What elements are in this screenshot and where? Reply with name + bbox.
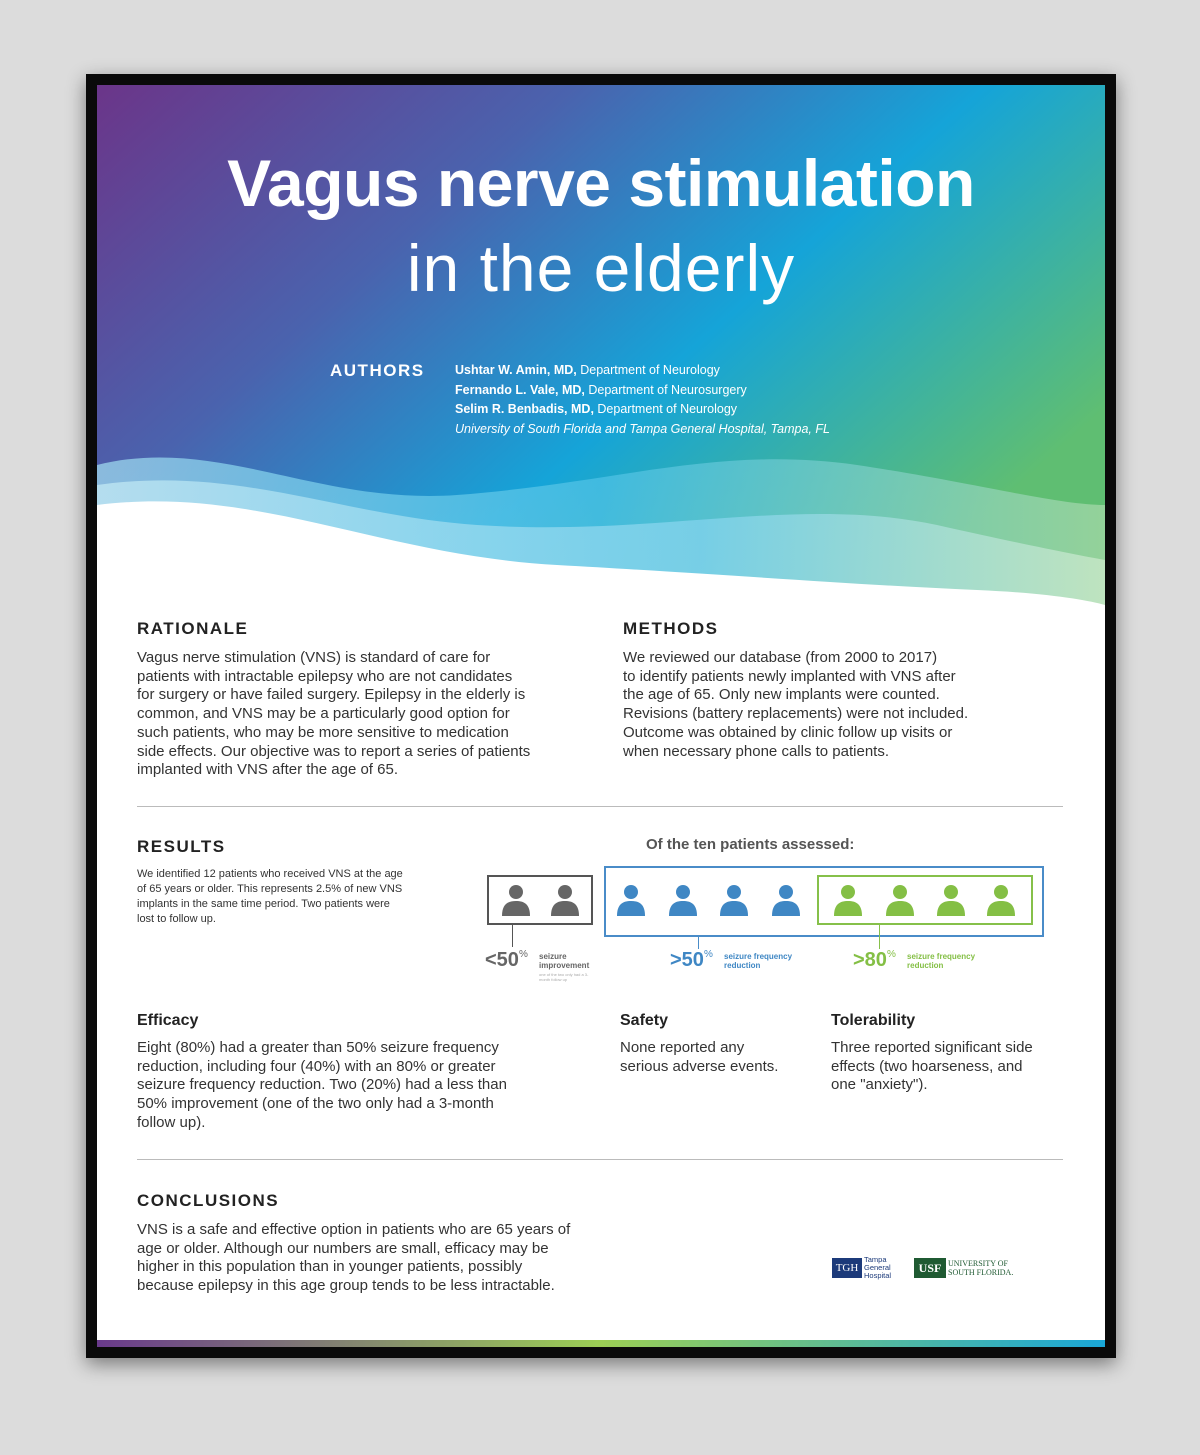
author-row: Selim R. Benbadis, MD, Department of Neurology (455, 402, 738, 416)
title-subtitle: in the elderly (406, 231, 796, 305)
authors-label: AUTHORS (330, 361, 425, 380)
person-icon (613, 882, 649, 918)
conclusions-heading: CONCLUSIONS (137, 1191, 280, 1210)
results-heading: RESULTS (137, 837, 226, 856)
stat-over-80: >80% (853, 949, 896, 971)
person-icon (983, 882, 1019, 918)
affiliation: University of South Florida and Tampa General Hospital, Tampa, FL (455, 421, 830, 436)
stat-label: seizure frequency reduction (907, 952, 976, 970)
methods-text: We reviewed our database (from 2000 to 2017) to identify patients newly implanted with VNS after the age of 65. Only new implants were counted. Revisions (battery replacements) were not included. Outcome was obtained by clinic follow up visits or when necessary phone calls to patients. (623, 649, 969, 760)
poster (97, 85, 1105, 1347)
usf-logo-text: UNIVERSITY OF SOUTH FLORIDA. (948, 1259, 1014, 1277)
tgh-logo-text: Tampa General Hospital (864, 1255, 892, 1280)
hero-banner (97, 85, 1105, 625)
person-icon (882, 882, 918, 918)
person-icon (665, 882, 701, 918)
connector-line (698, 937, 699, 949)
connector-line (512, 925, 513, 947)
connector-line (879, 925, 880, 949)
author-row: Ushtar W. Amin, MD, Department of Neurology (455, 363, 720, 377)
tgh-logo-mark: TGH (832, 1258, 862, 1278)
safety-text: None reported any serious adverse events. (620, 1039, 779, 1075)
person-icon (547, 882, 583, 918)
infographic-title: Of the ten patients assessed: (646, 836, 855, 853)
person-icon (768, 882, 804, 918)
person-icon (498, 882, 534, 918)
bottom-gradient-bar (97, 1340, 1105, 1347)
fine-print: one of the two only had a 3-month follow up (539, 972, 589, 982)
rationale-heading: RATIONALE (137, 619, 249, 638)
stat-under-50: <50% (485, 949, 528, 971)
tolerability-heading: Tolerability (831, 1012, 916, 1029)
stat-over-50: >50% (670, 949, 713, 971)
efficacy-heading: Efficacy (137, 1012, 199, 1029)
efficacy-text: Eight (80%) had a greater than 50% seizure frequency reduction, including four (40%) with an 80% or greater seizure frequency reduction. Two (20%) had a less than 50% improvement (one of the two only had a 3-month follow up). (137, 1039, 507, 1131)
stat-label: seizure improvement (539, 952, 590, 970)
safety-heading: Safety (620, 1012, 669, 1029)
rationale-text: Vagus nerve stimulation (VNS) is standard of care for patients with intractable epilepsy who are not candidates for surgery or have failed surgery. Epilepsy in the elderly is common, and VNS may be a particularly good option for such patients, who may be more sensitive to medication side effects. Our objective was to report a series of patients implanted with VNS after the age of 65. (137, 649, 531, 779)
person-icon (716, 882, 752, 918)
tolerability-text: Three reported significant side effects (two hoarseness, and one "anxiety"). (831, 1039, 1033, 1094)
usf-logo-mark: USF (914, 1258, 946, 1278)
divider (137, 806, 1063, 807)
person-icon (933, 882, 969, 918)
results-text: We identified 12 patients who received VNS at the age of 65 years or older. This represents 2.5% of new VNS implants in the same time period. Two patients were lost to follow up. (137, 868, 403, 925)
methods-heading: METHODS (623, 619, 719, 638)
person-icon (830, 882, 866, 918)
conclusions-text: VNS is a safe and effective option in patients who are 65 years of age or older. Although our numbers are small, efficacy may be higher in this population than in younger patients, possibly because epilepsy in this age group tends to be less intractable. (137, 1221, 571, 1295)
authors-list (455, 361, 830, 439)
author-row: Fernando L. Vale, MD, Department of Neurosurgery (455, 382, 747, 397)
title-main: Vagus nerve stimulation (227, 146, 975, 220)
divider (137, 1159, 1063, 1160)
tgh-logo (832, 1256, 900, 1280)
stat-label: seizure frequency reduction (724, 952, 793, 970)
usf-logo (914, 1258, 1014, 1280)
